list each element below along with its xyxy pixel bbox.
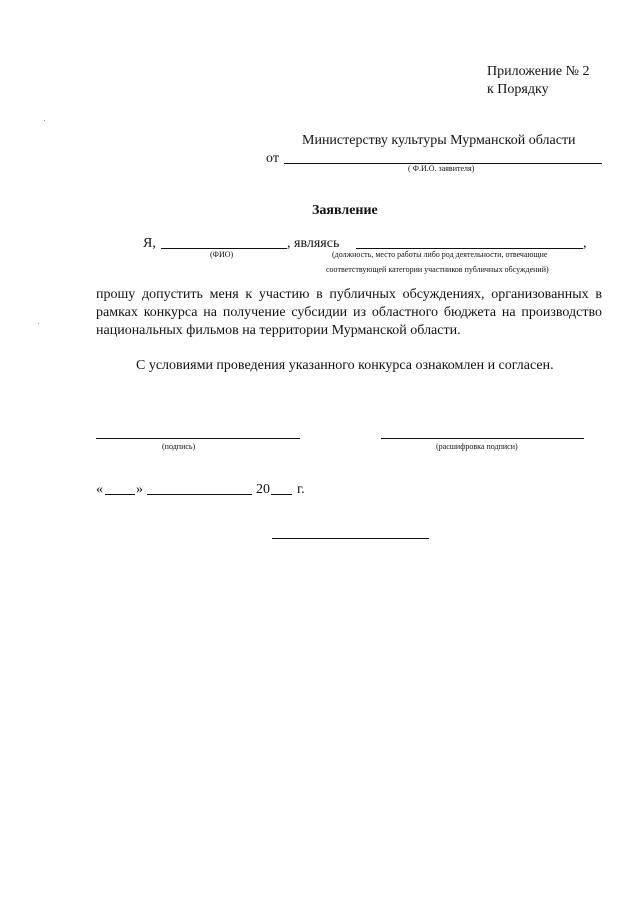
date-month-field[interactable] <box>147 494 252 495</box>
date-open-quote: « <box>96 482 103 497</box>
position-caption-line-1: (должность, место работы либо род деятельности, отвечающие <box>332 250 548 259</box>
date-year-field[interactable] <box>271 494 292 495</box>
date-year-suffix: г. <box>297 482 305 497</box>
ministry-addressee: Министерству культуры Мурманской области <box>302 133 576 148</box>
appendix-label: Приложение № 2 <box>487 64 590 79</box>
scan-speck <box>44 120 45 121</box>
fio-caption: (ФИО) <box>210 250 234 259</box>
being-label: , являясь <box>287 236 340 251</box>
agreement-sentence: С условиями проведения указанного конкурса ознакомлен и согласен. <box>136 358 554 373</box>
i-label: Я, <box>143 236 156 251</box>
date-close-quote: » <box>136 482 143 497</box>
applicant-name-caption: ( Ф.И.О. заявителя) <box>408 164 475 173</box>
order-label: к Порядку <box>487 82 549 97</box>
fio-field[interactable] <box>161 248 287 249</box>
position-caption-line-2: соответствующей категории участников публичных обсуждений) <box>326 265 549 274</box>
date-day-field[interactable] <box>105 494 135 495</box>
closing-divider <box>272 538 429 539</box>
signature-field[interactable] <box>96 438 300 439</box>
trailing-comma: , <box>583 236 587 251</box>
from-label: от <box>266 151 279 166</box>
scan-speck <box>38 323 39 324</box>
signature-caption: (подпись) <box>162 442 196 451</box>
signature-decoding-field[interactable] <box>381 438 584 439</box>
signature-decoding-caption: (расшифровка подписи) <box>436 442 518 451</box>
request-paragraph: прошу допустить меня к участию в публичных обсуждениях, организованных в рамках конкурса на получение субсидии из областного бюджета на производство национальных фильмов на территории Мурманской области. <box>96 287 602 338</box>
position-field[interactable] <box>356 248 583 249</box>
document-title: Заявление <box>312 203 378 218</box>
date-year-prefix: 20 <box>256 482 270 497</box>
